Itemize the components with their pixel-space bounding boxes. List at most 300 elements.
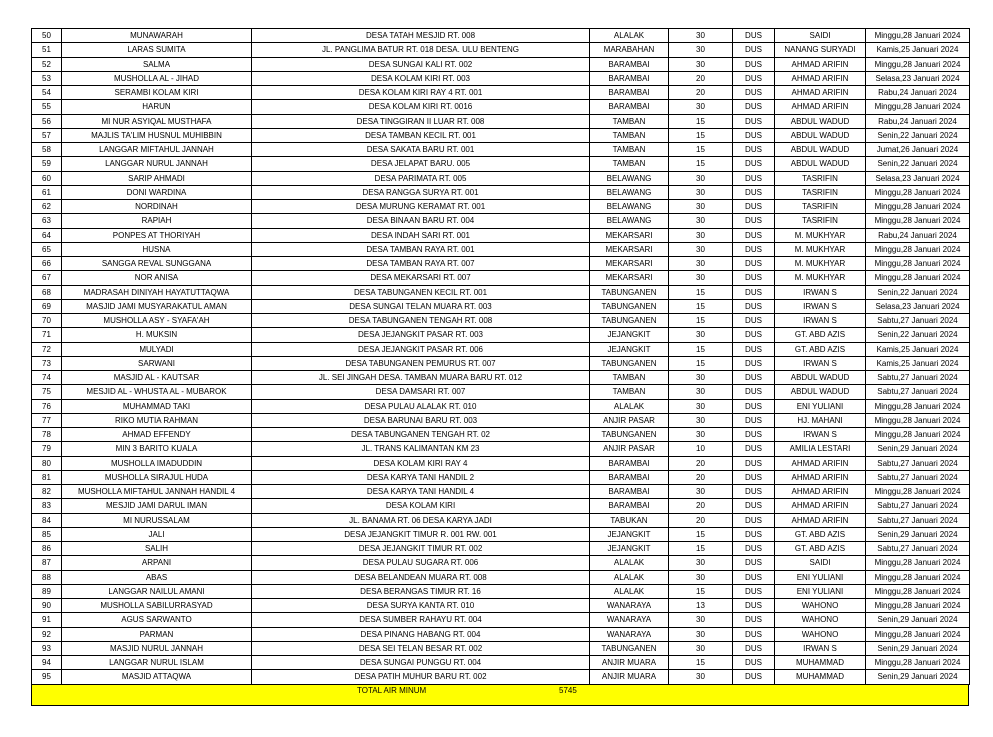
table-body: [32, 29, 970, 685]
distribution-date-cell: Kamis,25 Januari 2024: [866, 356, 970, 370]
spreadsheet: [31, 28, 969, 685]
unit-cell: DUS: [733, 86, 775, 100]
unit-cell: DUS: [733, 656, 775, 670]
quantity-cell: 30: [669, 613, 733, 627]
unit-cell: DUS: [733, 371, 775, 385]
quantity-cell: 20: [669, 470, 733, 484]
table-row: [32, 228, 970, 242]
quantity-cell: 20: [669, 513, 733, 527]
recipient-name-cell: AGUS SARWANTO: [62, 613, 252, 627]
row-number-cell: 80: [32, 456, 62, 470]
address-cell: DESA KOLAM KIRI RT. 003: [252, 71, 590, 85]
row-number-cell: 92: [32, 627, 62, 641]
unit-cell: DUS: [733, 342, 775, 356]
quantity-cell: 15: [669, 342, 733, 356]
distribution-table: [31, 28, 970, 685]
quantity-cell: 15: [669, 584, 733, 598]
table-row: [32, 485, 970, 499]
unit-cell: DUS: [733, 314, 775, 328]
address-cell: DESA JEJANGKIT TIMUR RT. 002: [252, 542, 590, 556]
table-row: [32, 542, 970, 556]
district-cell: MARABAHAN: [590, 43, 669, 57]
recipient-name-cell: RAPIAH: [62, 214, 252, 228]
recipient-name-cell: MUNAWARAH: [62, 29, 252, 43]
district-cell: TAMBAN: [590, 128, 669, 142]
quantity-cell: 30: [669, 242, 733, 256]
coordinator-cell: AHMAD ARIFIN: [775, 513, 866, 527]
distribution-date-cell: Sabtu,27 Januari 2024: [866, 314, 970, 328]
table-row: [32, 43, 970, 57]
coordinator-cell: ABDUL WADUD: [775, 143, 866, 157]
address-cell: DESA TAMBAN KECIL RT. 001: [252, 128, 590, 142]
row-number-cell: 85: [32, 527, 62, 541]
unit-cell: DUS: [733, 613, 775, 627]
distribution-date-cell: Minggu,28 Januari 2024: [866, 185, 970, 199]
table-row: [32, 385, 970, 399]
address-cell: DESA TABUNGANEN TENGAH RT. 008: [252, 314, 590, 328]
row-number-cell: 64: [32, 228, 62, 242]
recipient-name-cell: RIKO MUTIA RAHMAN: [62, 413, 252, 427]
quantity-cell: 15: [669, 656, 733, 670]
coordinator-cell: WAHONO: [775, 627, 866, 641]
recipient-name-cell: MADRASAH DINIYAH HAYATUTTAQWA: [62, 285, 252, 299]
recipient-name-cell: MESJID JAMI DARUL IMAN: [62, 499, 252, 513]
coordinator-cell: AHMAD ARIFIN: [775, 470, 866, 484]
table-row: [32, 114, 970, 128]
unit-cell: DUS: [733, 128, 775, 142]
recipient-name-cell: MASJID JAMI MUSYARAKATUL AMAN: [62, 299, 252, 313]
address-cell: DESA PULAU ALALAK RT. 010: [252, 399, 590, 413]
distribution-date-cell: Minggu,28 Januari 2024: [866, 29, 970, 43]
unit-cell: DUS: [733, 542, 775, 556]
quantity-cell: 15: [669, 299, 733, 313]
quantity-cell: 30: [669, 43, 733, 57]
address-cell: DESA TABUNGANEN PEMURUS RT. 007: [252, 356, 590, 370]
recipient-name-cell: MUHAMMAD TAKI: [62, 399, 252, 413]
table-row: [32, 242, 970, 256]
district-cell: ALALAK: [590, 29, 669, 43]
address-cell: DESA RANGGA SURYA RT. 001: [252, 185, 590, 199]
row-number-cell: 91: [32, 613, 62, 627]
distribution-date-cell: Minggu,28 Januari 2024: [866, 656, 970, 670]
coordinator-cell: IRWAN S: [775, 356, 866, 370]
unit-cell: DUS: [733, 171, 775, 185]
unit-cell: DUS: [733, 29, 775, 43]
unit-cell: DUS: [733, 57, 775, 71]
row-number-cell: 95: [32, 670, 62, 684]
row-number-cell: 88: [32, 570, 62, 584]
table-row: [32, 86, 970, 100]
coordinator-cell: AHMAD ARIFIN: [775, 57, 866, 71]
address-cell: DESA SUNGAI PUNGGU RT. 004: [252, 656, 590, 670]
distribution-date-cell: Minggu,28 Januari 2024: [866, 257, 970, 271]
row-number-cell: 75: [32, 385, 62, 399]
district-cell: MEKARSARI: [590, 257, 669, 271]
coordinator-cell: M. MUKHYAR: [775, 271, 866, 285]
district-cell: BELAWANG: [590, 200, 669, 214]
quantity-cell: 30: [669, 371, 733, 385]
row-number-cell: 58: [32, 143, 62, 157]
row-number-cell: 69: [32, 299, 62, 313]
address-cell: DESA PINANG HABANG RT. 004: [252, 627, 590, 641]
address-cell: DESA SUNGAI KALI RT. 002: [252, 57, 590, 71]
table-row: [32, 143, 970, 157]
distribution-date-cell: Minggu,28 Januari 2024: [866, 413, 970, 427]
unit-cell: DUS: [733, 527, 775, 541]
row-number-cell: 81: [32, 470, 62, 484]
table-row: [32, 371, 970, 385]
coordinator-cell: ABDUL WADUD: [775, 385, 866, 399]
recipient-name-cell: SARIP AHMADI: [62, 171, 252, 185]
quantity-cell: 30: [669, 670, 733, 684]
unit-cell: DUS: [733, 356, 775, 370]
coordinator-cell: IRWAN S: [775, 641, 866, 655]
table-row: [32, 556, 970, 570]
row-number-cell: 50: [32, 29, 62, 43]
table-row: [32, 328, 970, 342]
coordinator-cell: MUHAMMAD: [775, 656, 866, 670]
table-row: [32, 271, 970, 285]
distribution-date-cell: Senin,22 Januari 2024: [866, 328, 970, 342]
district-cell: JEJANGKIT: [590, 342, 669, 356]
unit-cell: DUS: [733, 143, 775, 157]
district-cell: WANARAYA: [590, 627, 669, 641]
address-cell: DESA JEJANGKIT PASAR RT. 003: [252, 328, 590, 342]
row-number-cell: 52: [32, 57, 62, 71]
recipient-name-cell: SERAMBI KOLAM KIRI: [62, 86, 252, 100]
table-row: [32, 456, 970, 470]
quantity-cell: 30: [669, 228, 733, 242]
coordinator-cell: TASRIFIN: [775, 171, 866, 185]
unit-cell: DUS: [733, 556, 775, 570]
district-cell: TABUNGANEN: [590, 299, 669, 313]
address-cell: DESA JELAPAT BARU. 005: [252, 157, 590, 171]
address-cell: DESA PARIMATA RT. 005: [252, 171, 590, 185]
address-cell: DESA TINGGIRAN II LUAR RT. 008: [252, 114, 590, 128]
address-cell: DESA SUMBER RAHAYU RT. 004: [252, 613, 590, 627]
quantity-cell: 20: [669, 86, 733, 100]
coordinator-cell: TASRIFIN: [775, 214, 866, 228]
recipient-name-cell: SALMA: [62, 57, 252, 71]
quantity-cell: 15: [669, 356, 733, 370]
distribution-date-cell: Sabtu,27 Januari 2024: [866, 385, 970, 399]
table-row: [32, 100, 970, 114]
row-number-cell: 86: [32, 542, 62, 556]
distribution-date-cell: Minggu,28 Januari 2024: [866, 271, 970, 285]
quantity-cell: 13: [669, 599, 733, 613]
coordinator-cell: AHMAD ARIFIN: [775, 485, 866, 499]
district-cell: BARAMBAI: [590, 456, 669, 470]
row-number-cell: 53: [32, 71, 62, 85]
address-cell: DESA KARYA TANI HANDIL 4: [252, 485, 590, 499]
recipient-name-cell: SARWANI: [62, 356, 252, 370]
recipient-name-cell: MULYADI: [62, 342, 252, 356]
address-cell: DESA KOLAM KIRI RAY 4: [252, 456, 590, 470]
distribution-date-cell: Senin,29 Januari 2024: [866, 613, 970, 627]
coordinator-cell: NANANG SURYADI: [775, 43, 866, 57]
row-number-cell: 78: [32, 428, 62, 442]
distribution-date-cell: Senin,29 Januari 2024: [866, 641, 970, 655]
district-cell: ANJIR PASAR: [590, 442, 669, 456]
row-number-cell: 77: [32, 413, 62, 427]
row-number-cell: 60: [32, 171, 62, 185]
quantity-cell: 15: [669, 527, 733, 541]
recipient-name-cell: MUSHOLLA ASY - SYAFA'AH: [62, 314, 252, 328]
coordinator-cell: AHMAD ARIFIN: [775, 499, 866, 513]
quantity-cell: 30: [669, 627, 733, 641]
recipient-name-cell: MASJID AL - KAUTSAR: [62, 371, 252, 385]
recipient-name-cell: MUSHOLLA SABILURRASYAD: [62, 599, 252, 613]
distribution-date-cell: Selasa,23 Januari 2024: [866, 171, 970, 185]
recipient-name-cell: MAJLIS TA'LIM HUSNUL MUHIBBIN: [62, 128, 252, 142]
row-number-cell: 61: [32, 185, 62, 199]
district-cell: MEKARSARI: [590, 242, 669, 256]
table-row: [32, 413, 970, 427]
distribution-date-cell: Sabtu,27 Januari 2024: [866, 371, 970, 385]
district-cell: TABUNGANEN: [590, 285, 669, 299]
row-number-cell: 79: [32, 442, 62, 456]
unit-cell: DUS: [733, 385, 775, 399]
row-number-cell: 72: [32, 342, 62, 356]
district-cell: TAMBAN: [590, 114, 669, 128]
distribution-date-cell: Minggu,28 Januari 2024: [866, 200, 970, 214]
recipient-name-cell: JALI: [62, 527, 252, 541]
distribution-date-cell: Senin,22 Januari 2024: [866, 285, 970, 299]
distribution-date-cell: Sabtu,27 Januari 2024: [866, 542, 970, 556]
district-cell: ALALAK: [590, 399, 669, 413]
recipient-name-cell: SANGGA REVAL SUNGGANA: [62, 257, 252, 271]
recipient-name-cell: LANGGAR NURUL ISLAM: [62, 656, 252, 670]
quantity-cell: 15: [669, 285, 733, 299]
district-cell: MEKARSARI: [590, 228, 669, 242]
district-cell: TABUNGANEN: [590, 428, 669, 442]
row-number-cell: 70: [32, 314, 62, 328]
coordinator-cell: M. MUKHYAR: [775, 257, 866, 271]
coordinator-cell: GT. ABD AZIS: [775, 542, 866, 556]
unit-cell: DUS: [733, 670, 775, 684]
distribution-date-cell: Minggu,28 Januari 2024: [866, 214, 970, 228]
address-cell: DESA KARYA TANI HANDIL 2: [252, 470, 590, 484]
row-number-cell: 56: [32, 114, 62, 128]
quantity-cell: 30: [669, 399, 733, 413]
table-row: [32, 399, 970, 413]
table-row: [32, 71, 970, 85]
unit-cell: DUS: [733, 114, 775, 128]
address-cell: DESA PULAU SUGARA RT. 006: [252, 556, 590, 570]
table-row: [32, 314, 970, 328]
address-cell: DESA SEI TELAN BESAR RT. 002: [252, 641, 590, 655]
quantity-cell: 30: [669, 570, 733, 584]
coordinator-cell: ENI YULIANI: [775, 584, 866, 598]
unit-cell: DUS: [733, 285, 775, 299]
address-cell: DESA KOLAM KIRI RT. 0016: [252, 100, 590, 114]
recipient-name-cell: AHMAD EFFENDY: [62, 428, 252, 442]
row-number-cell: 94: [32, 656, 62, 670]
quantity-cell: 30: [669, 641, 733, 655]
district-cell: BELAWANG: [590, 214, 669, 228]
coordinator-cell: M. MUKHYAR: [775, 228, 866, 242]
row-number-cell: 84: [32, 513, 62, 527]
coordinator-cell: IRWAN S: [775, 299, 866, 313]
row-number-cell: 73: [32, 356, 62, 370]
distribution-date-cell: Minggu,28 Januari 2024: [866, 100, 970, 114]
table-row: [32, 342, 970, 356]
distribution-date-cell: Minggu,28 Januari 2024: [866, 584, 970, 598]
distribution-date-cell: Sabtu,27 Januari 2024: [866, 470, 970, 484]
address-cell: DESA SAKATA BARU RT. 001: [252, 143, 590, 157]
coordinator-cell: AHMAD ARIFIN: [775, 100, 866, 114]
district-cell: BARAMBAI: [590, 470, 669, 484]
address-cell: DESA BERANGAS TIMUR RT. 16: [252, 584, 590, 598]
coordinator-cell: AHMAD ARIFIN: [775, 456, 866, 470]
district-cell: ALALAK: [590, 584, 669, 598]
quantity-cell: 30: [669, 100, 733, 114]
unit-cell: DUS: [733, 584, 775, 598]
distribution-date-cell: Sabtu,27 Januari 2024: [866, 456, 970, 470]
quantity-cell: 30: [669, 485, 733, 499]
row-number-cell: 68: [32, 285, 62, 299]
district-cell: JEJANGKIT: [590, 542, 669, 556]
table-row: [32, 641, 970, 655]
address-cell: DESA BINAAN BARU RT. 004: [252, 214, 590, 228]
district-cell: BARAMBAI: [590, 86, 669, 100]
unit-cell: DUS: [733, 43, 775, 57]
unit-cell: DUS: [733, 513, 775, 527]
table-row: [32, 627, 970, 641]
distribution-date-cell: Minggu,28 Januari 2024: [866, 428, 970, 442]
district-cell: TABUNGANEN: [590, 356, 669, 370]
quantity-cell: 20: [669, 71, 733, 85]
row-number-cell: 67: [32, 271, 62, 285]
unit-cell: DUS: [733, 470, 775, 484]
unit-cell: DUS: [733, 499, 775, 513]
recipient-name-cell: MUSHOLLA SIRAJUL HUDA: [62, 470, 252, 484]
recipient-name-cell: ARPANI: [62, 556, 252, 570]
district-cell: ALALAK: [590, 556, 669, 570]
quantity-cell: 15: [669, 143, 733, 157]
table-row: [32, 171, 970, 185]
table-row: [32, 200, 970, 214]
distribution-date-cell: Minggu,28 Januari 2024: [866, 599, 970, 613]
distribution-date-cell: Minggu,28 Januari 2024: [866, 556, 970, 570]
table-row: [32, 499, 970, 513]
total-label: TOTAL AIR MINUM: [357, 686, 427, 695]
recipient-name-cell: LANGGAR MIFTAHUL JANNAH: [62, 143, 252, 157]
quantity-cell: 30: [669, 200, 733, 214]
unit-cell: DUS: [733, 599, 775, 613]
row-number-cell: 51: [32, 43, 62, 57]
coordinator-cell: MUHAMMAD: [775, 670, 866, 684]
coordinator-cell: GT. ABD AZIS: [775, 328, 866, 342]
total-row: [31, 684, 969, 706]
unit-cell: DUS: [733, 214, 775, 228]
recipient-name-cell: PARMAN: [62, 627, 252, 641]
district-cell: JEJANGKIT: [590, 328, 669, 342]
address-cell: JL. PANGLIMA BATUR RT. 018 DESA. ULU BENTENG: [252, 43, 590, 57]
row-number-cell: 59: [32, 157, 62, 171]
district-cell: TABUKAN: [590, 513, 669, 527]
coordinator-cell: IRWAN S: [775, 428, 866, 442]
address-cell: DESA SUNGAI TELAN MUARA RT. 003: [252, 299, 590, 313]
coordinator-cell: ABDUL WADUD: [775, 128, 866, 142]
address-cell: DESA DAMSARI RT. 007: [252, 385, 590, 399]
unit-cell: DUS: [733, 228, 775, 242]
address-cell: JL. BANAMA RT. 06 DESA KARYA JADI: [252, 513, 590, 527]
quantity-cell: 30: [669, 214, 733, 228]
recipient-name-cell: SALIH: [62, 542, 252, 556]
table-row: [32, 570, 970, 584]
recipient-name-cell: PONPES AT THORIYAH: [62, 228, 252, 242]
table-row: [32, 442, 970, 456]
coordinator-cell: WAHONO: [775, 599, 866, 613]
address-cell: DESA SURYA KANTA RT. 010: [252, 599, 590, 613]
distribution-date-cell: Minggu,28 Januari 2024: [866, 57, 970, 71]
row-number-cell: 87: [32, 556, 62, 570]
row-number-cell: 57: [32, 128, 62, 142]
quantity-cell: 30: [669, 413, 733, 427]
coordinator-cell: IRWAN S: [775, 285, 866, 299]
distribution-date-cell: Kamis,25 Januari 2024: [866, 342, 970, 356]
unit-cell: DUS: [733, 399, 775, 413]
quantity-cell: 30: [669, 385, 733, 399]
address-cell: DESA JEJANGKIT PASAR RT. 006: [252, 342, 590, 356]
coordinator-cell: M. MUKHYAR: [775, 242, 866, 256]
row-number-cell: 93: [32, 641, 62, 655]
quantity-cell: 30: [669, 556, 733, 570]
district-cell: TAMBAN: [590, 371, 669, 385]
row-number-cell: 62: [32, 200, 62, 214]
unit-cell: DUS: [733, 271, 775, 285]
coordinator-cell: SAIDI: [775, 29, 866, 43]
row-number-cell: 63: [32, 214, 62, 228]
address-cell: DESA MEKARSARI RT. 007: [252, 271, 590, 285]
distribution-date-cell: Senin,22 Januari 2024: [866, 128, 970, 142]
address-cell: DESA JEJANGKIT TIMUR R. 001 RW. 001: [252, 527, 590, 541]
table-row: [32, 285, 970, 299]
recipient-name-cell: LARAS SUMITA: [62, 43, 252, 57]
table-row: [32, 299, 970, 313]
district-cell: JEJANGKIT: [590, 527, 669, 541]
address-cell: DESA KOLAM KIRI: [252, 499, 590, 513]
address-cell: DESA MURUNG KERAMAT RT. 001: [252, 200, 590, 214]
table-row: [32, 29, 970, 43]
table-row: [32, 57, 970, 71]
table-row: [32, 356, 970, 370]
unit-cell: DUS: [733, 257, 775, 271]
quantity-cell: 15: [669, 157, 733, 171]
coordinator-cell: TASRIFIN: [775, 200, 866, 214]
table-row: [32, 527, 970, 541]
coordinator-cell: ABDUL WADUD: [775, 157, 866, 171]
quantity-cell: 30: [669, 171, 733, 185]
coordinator-cell: WAHONO: [775, 613, 866, 627]
recipient-name-cell: DONI WARDINA: [62, 185, 252, 199]
total-value: 5745: [559, 686, 577, 695]
table-row: [32, 428, 970, 442]
recipient-name-cell: LANGGAR NURUL JANNAH: [62, 157, 252, 171]
quantity-cell: 15: [669, 128, 733, 142]
distribution-date-cell: Senin,29 Januari 2024: [866, 442, 970, 456]
table-row: [32, 214, 970, 228]
unit-cell: DUS: [733, 627, 775, 641]
quantity-cell: 30: [669, 29, 733, 43]
table-row: [32, 470, 970, 484]
unit-cell: DUS: [733, 185, 775, 199]
recipient-name-cell: MESJID AL - WHUSTA AL - MUBAROK: [62, 385, 252, 399]
coordinator-cell: ABDUL WADUD: [775, 371, 866, 385]
quantity-cell: 30: [669, 271, 733, 285]
address-cell: DESA INDAH SARI RT. 001: [252, 228, 590, 242]
